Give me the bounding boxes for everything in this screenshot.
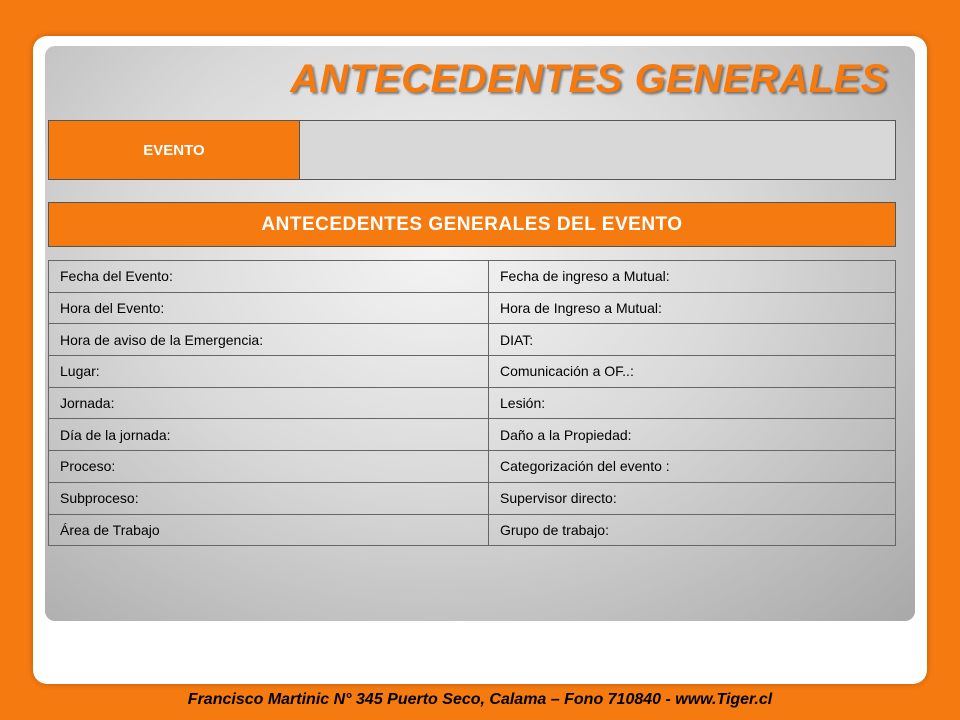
field-cell-left: Fecha del Evento: [49,261,489,293]
evento-box [48,120,896,180]
field-cell-right: Daño a la Propiedad: [489,419,896,451]
field-cell-right: Lesión: [489,387,896,419]
field-cell-left: Proceso: [49,451,489,483]
field-cell-left: Hora de aviso de la Emergencia: [49,324,489,356]
field-cell-right: Grupo de trabajo: [489,514,896,546]
field-cell-right: Categorización del evento : [489,451,896,483]
field-cell-right: Supervisor directo: [489,482,896,514]
table-row [49,387,896,419]
field-cell-right: Comunicación a OF..: [489,356,896,388]
table-row [49,261,896,293]
field-cell-right: Fecha de ingreso a Mutual: [489,261,896,293]
field-cell-left: Subproceso: [49,482,489,514]
table-row [49,482,896,514]
table-row [49,451,896,483]
field-cell-left: Día de la jornada: [49,419,489,451]
table-row [49,324,896,356]
field-cell-right: DIAT: [489,324,896,356]
table-row [49,514,896,546]
table-row [49,292,896,324]
footer-contact: Francisco Martinic N° 345 Puerto Seco, Calama – Fono 710840 - www.Tiger.cl [187,691,773,708]
field-cell-left: Lugar: [49,356,489,388]
evento-value-field[interactable] [300,121,895,179]
table-row [49,419,896,451]
table-row [49,356,896,388]
page-title: ANTECEDENTES GENERALES [290,57,888,101]
field-cell-left: Área de Trabajo [49,514,489,546]
evento-label: EVENTO [49,121,300,179]
section-header: ANTECEDENTES GENERALES DEL EVENTO [48,202,896,247]
field-cell-right: Hora de Ingreso a Mutual: [489,292,896,324]
field-cell-left: Jornada: [49,387,489,419]
field-cell-left: Hora del Evento: [49,292,489,324]
event-details-table [48,260,896,546]
